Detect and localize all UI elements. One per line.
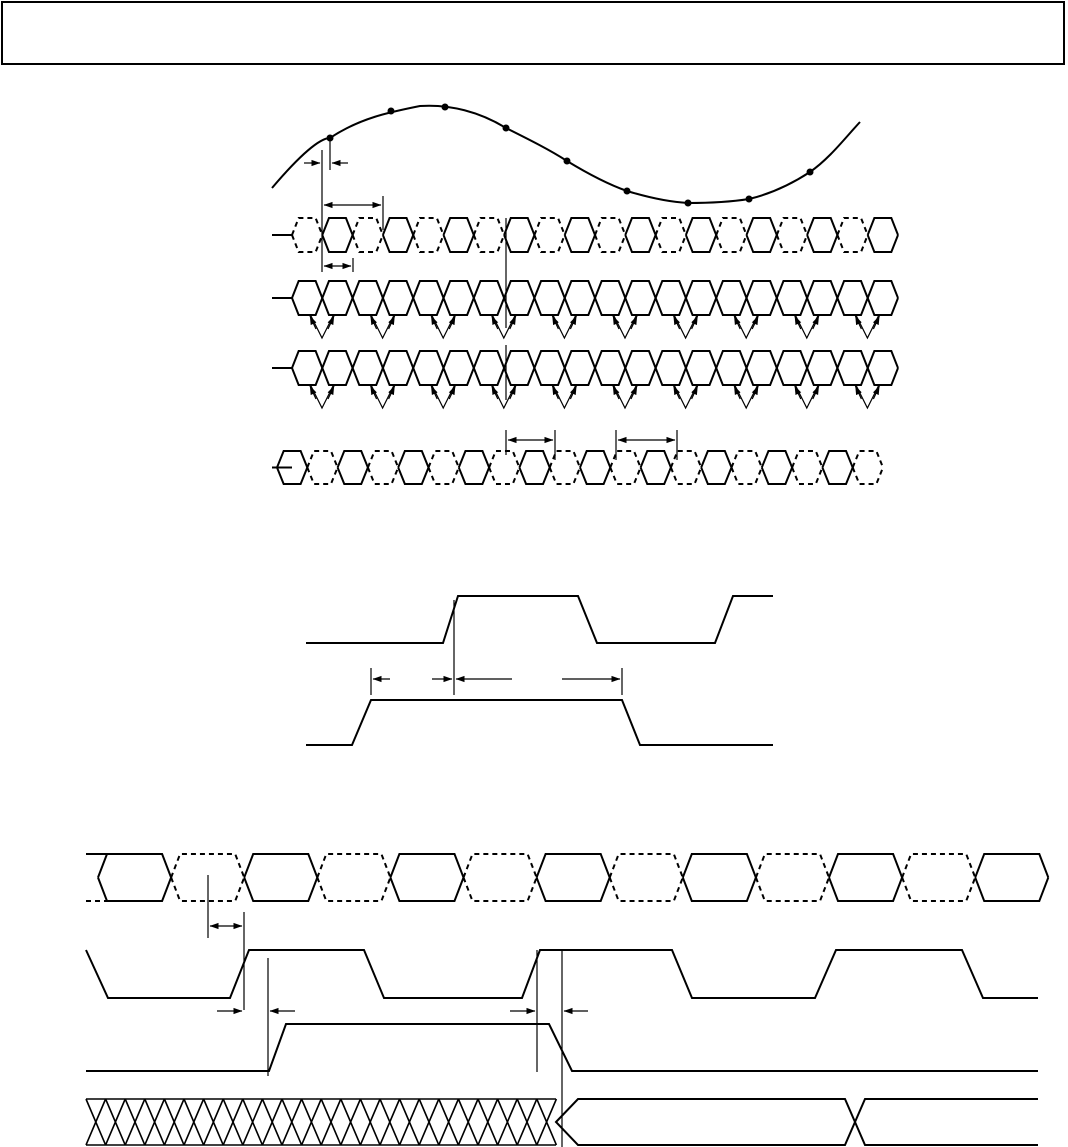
bus-cell xyxy=(868,281,898,315)
bus-x-cell xyxy=(419,1099,439,1145)
bus-cell xyxy=(625,351,655,385)
bus-x-cell xyxy=(204,1099,224,1145)
sample-arrow-pair xyxy=(855,316,879,338)
bus-cell xyxy=(565,281,595,315)
sample-arrow-pair xyxy=(552,386,576,408)
bus-x-cell xyxy=(223,1099,243,1145)
analog-input-waveform xyxy=(272,106,860,203)
bus-x-cell xyxy=(458,1099,478,1145)
bus-cell xyxy=(368,451,398,484)
bus-cell xyxy=(398,451,428,484)
bus-x-cell xyxy=(321,1099,341,1145)
bus-cell xyxy=(383,351,413,385)
bus-cell-large xyxy=(902,854,975,901)
serial-data-diagram xyxy=(86,854,1048,1147)
sample-arrow-pair xyxy=(492,316,516,338)
bus-cell xyxy=(686,351,716,385)
bus-cell xyxy=(671,451,701,484)
sample-arrow-pair xyxy=(613,316,637,338)
bus-cell xyxy=(534,281,564,315)
bus-cell xyxy=(686,218,716,252)
bus-cell xyxy=(777,218,807,252)
bus-data-eye xyxy=(855,1099,1038,1145)
bus-cell-large xyxy=(244,854,317,901)
bus-cell xyxy=(307,451,337,484)
bus-x-cell xyxy=(517,1099,537,1145)
bus-cell xyxy=(534,351,564,385)
bus-cell xyxy=(656,351,686,385)
bus-cell-large xyxy=(537,854,610,901)
bus-x-cell xyxy=(478,1099,498,1145)
bus-x-cell xyxy=(106,1099,126,1145)
bus-cell xyxy=(716,281,746,315)
bus-x-cell xyxy=(184,1099,204,1145)
bus-cell xyxy=(322,351,352,385)
bus-x-cell xyxy=(302,1099,322,1145)
sample-points xyxy=(327,104,814,207)
bus-cell xyxy=(732,451,762,484)
bus-cell-large xyxy=(390,854,463,901)
bus-row-1 xyxy=(272,218,898,252)
bus-cell xyxy=(792,451,822,484)
sample-arrow-pair xyxy=(431,386,455,408)
sample-arrow-pair xyxy=(613,386,637,408)
bus-row-2 xyxy=(272,281,898,315)
sample-arrow-pair xyxy=(492,386,516,408)
sample-arrow-pair xyxy=(674,386,698,408)
bus-x-cell xyxy=(439,1099,459,1145)
bus-cell xyxy=(656,218,686,252)
bus-cell xyxy=(565,218,595,252)
bus-cell xyxy=(292,281,322,315)
bus-cell xyxy=(716,351,746,385)
bus-x-cell xyxy=(145,1099,165,1145)
bus-cell xyxy=(837,281,867,315)
sample-arrow-pair xyxy=(674,316,698,338)
bus-cell xyxy=(777,281,807,315)
bus-cell xyxy=(413,351,443,385)
bus-x-cell xyxy=(498,1099,518,1145)
bus-cell xyxy=(429,451,459,484)
bus-cell xyxy=(338,451,368,484)
sample-arrow-pair xyxy=(734,316,758,338)
bus-cell xyxy=(489,451,519,484)
bus-cell xyxy=(383,281,413,315)
bus-x-cell xyxy=(341,1099,361,1145)
sample-arrow-pair xyxy=(734,386,758,408)
bus-cell xyxy=(762,451,792,484)
bus-x-cell xyxy=(360,1099,380,1145)
bus-cell xyxy=(474,281,504,315)
bus-cell xyxy=(747,218,777,252)
bus-x-cell xyxy=(282,1099,302,1145)
bus-cell xyxy=(807,218,837,252)
bus-cell xyxy=(807,281,837,315)
bus-cell xyxy=(353,281,383,315)
bus-cell-large xyxy=(610,854,683,901)
bus-cell-large xyxy=(98,854,171,901)
bus-cell xyxy=(413,218,443,252)
sample-arrow-pair xyxy=(310,316,334,338)
bus-cell xyxy=(868,218,898,252)
bus-cell xyxy=(595,281,625,315)
bus-cell xyxy=(534,218,564,252)
bus-cell-large xyxy=(829,854,902,901)
bus-row-4 xyxy=(272,451,883,484)
bus-cell xyxy=(504,281,534,315)
bus-row-3 xyxy=(272,351,898,385)
bus-cell-large xyxy=(975,854,1048,901)
bus-cell xyxy=(595,218,625,252)
bus-x-cell xyxy=(262,1099,282,1145)
bus-x-cell xyxy=(164,1099,184,1145)
bus-cell xyxy=(292,351,322,385)
bus-cell xyxy=(747,281,777,315)
sample-arrow-pair xyxy=(552,316,576,338)
bus-cell-large xyxy=(464,854,537,901)
analog-sampling-diagram xyxy=(272,104,898,485)
bus-cell xyxy=(837,351,867,385)
bus-cell xyxy=(504,351,534,385)
bus-x-cell xyxy=(243,1099,263,1145)
bus-cell xyxy=(444,218,474,252)
sample-arrow-pair xyxy=(371,386,395,408)
bus-cell xyxy=(322,281,352,315)
clock-waveform-bottom xyxy=(306,700,773,745)
bus-cell xyxy=(580,451,610,484)
bus-cell xyxy=(519,451,549,484)
sample-arrow-pair xyxy=(310,386,334,408)
bus-cell xyxy=(595,351,625,385)
bus-cell xyxy=(716,218,746,252)
bus-cell xyxy=(383,218,413,252)
bus-cell xyxy=(625,281,655,315)
bus-cell xyxy=(292,218,322,252)
bus-x-cell xyxy=(537,1099,557,1145)
bus-x-cell xyxy=(380,1099,400,1145)
bus-cell xyxy=(777,351,807,385)
bus-cell xyxy=(641,451,671,484)
bus-cell xyxy=(459,451,489,484)
bus-cell-large xyxy=(317,854,390,901)
bus-cell xyxy=(822,451,852,484)
bus-cell xyxy=(444,281,474,315)
bus-cell xyxy=(474,218,504,252)
sample-arrow-pair xyxy=(855,386,879,408)
bus-data-eye xyxy=(556,1099,855,1145)
sample-arrow-pair xyxy=(795,316,819,338)
bus-cell xyxy=(565,351,595,385)
bus-x-cell xyxy=(125,1099,145,1145)
bus-cell xyxy=(853,451,883,484)
bus-cell xyxy=(807,351,837,385)
clock-edge-diagram xyxy=(306,596,773,745)
bus-cell xyxy=(353,351,383,385)
bus-x-cell xyxy=(400,1099,420,1145)
bus-cell xyxy=(837,218,867,252)
bus-cell xyxy=(747,351,777,385)
bus-cell xyxy=(550,451,580,484)
clock-waveform-top xyxy=(306,596,773,643)
bus-cell xyxy=(656,281,686,315)
bus-cell xyxy=(686,281,716,315)
bus-cell xyxy=(444,351,474,385)
bus-cell xyxy=(413,281,443,315)
bus-x-cell xyxy=(86,1099,106,1145)
bus-cell xyxy=(504,218,534,252)
bus-cell xyxy=(868,351,898,385)
sample-arrow-pair xyxy=(431,316,455,338)
bus-cell xyxy=(474,351,504,385)
bus-cell xyxy=(322,218,352,252)
bus-cell xyxy=(353,218,383,252)
sample-arrow-pair xyxy=(371,316,395,338)
bus-cell xyxy=(701,451,731,484)
sample-arrow-pair xyxy=(795,386,819,408)
bus-cell xyxy=(610,451,640,484)
bus-cell-large xyxy=(683,854,756,901)
bus-cell xyxy=(625,218,655,252)
bus-cell-large xyxy=(756,854,829,901)
